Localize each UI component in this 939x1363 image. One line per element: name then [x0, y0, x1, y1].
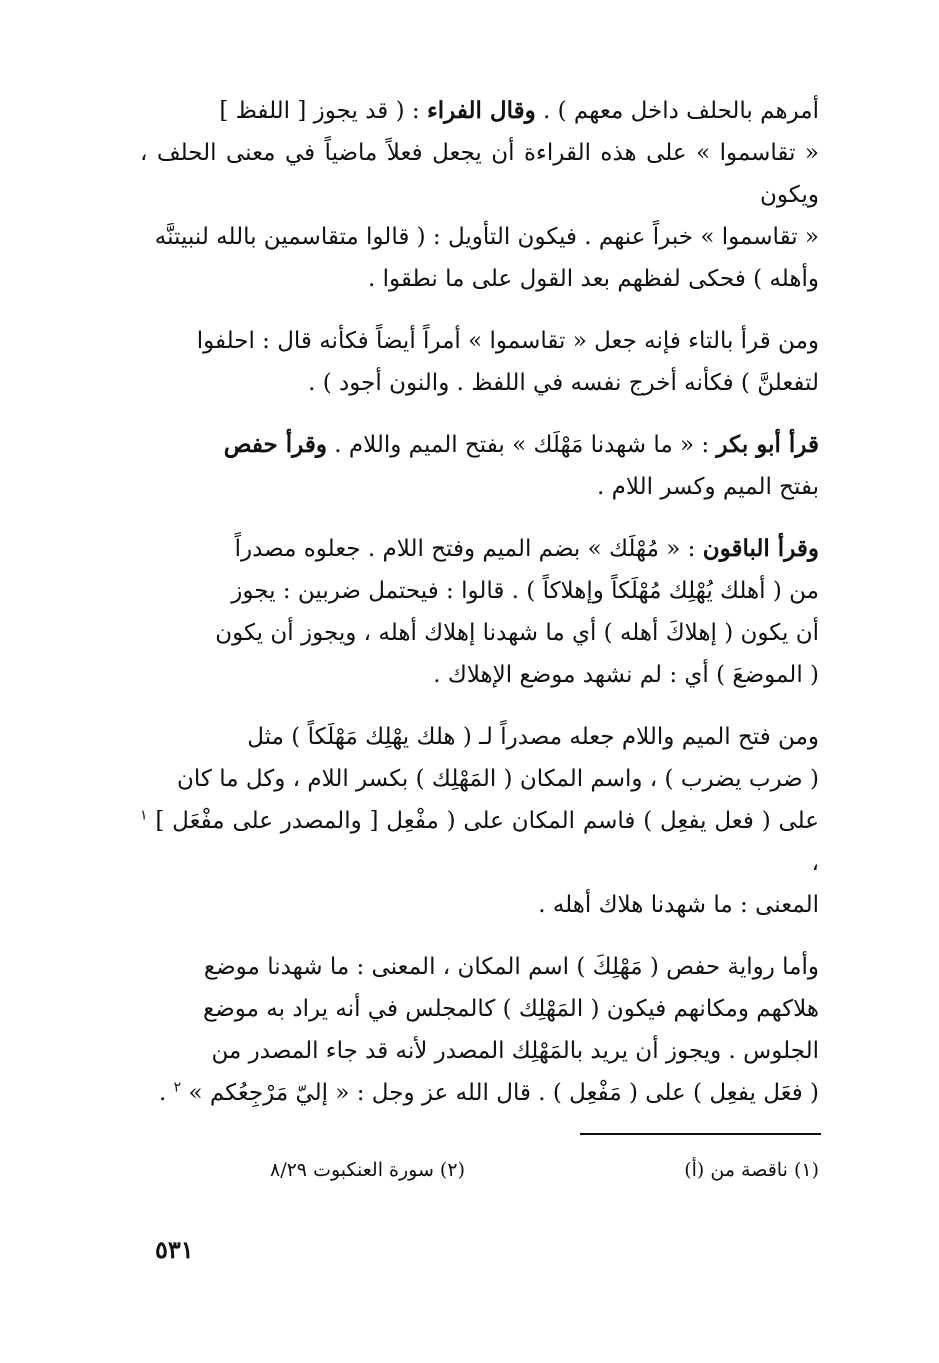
text-line: ( فعَل يفعِل ) على ( مَفْعِل ) . قال الله عز وجل : « إليّ مَرْجِعُكم »: [188, 1080, 819, 1106]
bold-phrase: وقرأ حفص: [223, 431, 327, 458]
paragraph-1: [140, 90, 819, 300]
text-line: وأهله ) فحكى لفظهم بعد القول على ما نطقوا .: [368, 266, 819, 292]
text-line: ومن فتح الميم واللام جعله مصدراً لـ ( هلك يهْلِك مَهْلَكاً ) مثل: [247, 724, 819, 750]
text-line: قرأ أبو بكر : « ما شهدنا مَهْلَك » بفتح الميم واللام . وقرأ حفص: [223, 431, 819, 458]
text-line: المعنى : ما شهدنا هلاك أهله .: [538, 892, 819, 918]
paragraph-2: [140, 320, 819, 404]
text-line: وأما رواية حفص ( مَهْلِكَ ) اسم المكان ، المعنى : ما شهدنا موضع: [203, 954, 819, 980]
footnote-divider: [580, 1133, 821, 1135]
text-line: « تقاسموا » خبراً عنهم . فيكون التأويل : ( قالوا متقاسمين بالله لنبيتنَّه: [154, 224, 819, 250]
paragraph-6: [140, 946, 819, 1114]
footnote-1: [684, 1155, 819, 1185]
footnote-1-marker: (١): [793, 1159, 819, 1181]
footnote-1-text: ناقصة من (أ): [684, 1159, 788, 1181]
text-line: ( ضرب يضرب ) ، واسم المكان ( المَهْلِك ) بكسر اللام ، وكل ما كان: [177, 766, 819, 792]
text-line: ( الموضعَ ) أي : لم نشهد موضع الإهلاك .: [433, 662, 819, 688]
footnotes: [270, 1155, 819, 1185]
text-line: من ( أهلك يُهْلِك مُهْلَكاً وإهلاكاً ) . قالوا : فيحتمل ضربين : يجوز: [231, 578, 819, 604]
footnote-2: [270, 1155, 465, 1185]
text-line: وقرأ الباقون : « مُهْلَك » بضم الميم وفتح اللام . جعلوه مصدراً: [234, 535, 819, 562]
paragraph-3: [140, 424, 819, 508]
bold-phrase: وقال الفراء: [426, 97, 536, 124]
bold-phrase: قرأ أبو بكر: [716, 431, 819, 458]
text-line: بفتح الميم وكسر اللام .: [597, 474, 819, 500]
page-number: ٥٣١: [155, 1235, 194, 1264]
paragraph-4: [140, 528, 819, 696]
text-line: ومن قرأ بالتاء فإنه جعل « تقاسموا » أمراً أيضاً فكأنه قال : احلفوا: [196, 328, 819, 354]
bold-phrase: وقرأ الباقون: [702, 535, 819, 562]
paragraph-5: [140, 716, 819, 926]
text-line: أمرهم بالحلف داخل معهم ) . وقال الفراء : ( قد يجوز [ اللفظ ]: [219, 97, 819, 124]
main-text: [140, 90, 819, 1134]
text-line: هلاكهم ومكانهم فيكون ( المَهْلِك ) كالمجلس في أنه يراد به موضع: [203, 996, 819, 1022]
footnote-2-marker: (٢): [439, 1159, 465, 1181]
footnote-2-text: سورة العنكبوت ٨/٢٩: [270, 1159, 434, 1181]
text-line: على ( فعل يفعِل ) فاسم المكان على ( مفْعِل [ والمصدر على مفْعَل ]: [155, 808, 820, 834]
footnote-marker: ٢: [173, 1079, 182, 1096]
text-line: الجلوس . ويجوز أن يريد بالمَهْلِك المصدر لأنه قد جاء المصدر من: [211, 1038, 819, 1064]
footnote-marker: ١: [140, 807, 148, 824]
text-line: « تقاسموا » على هذه القراءة أن يجعل فعلاً ماضياً في معنى الحلف ، ويكون: [140, 140, 819, 208]
line-tail: .: [158, 1080, 167, 1106]
text-line: أن يكون ( إهلاكَ أهله ) أي ما شهدنا إهلاك أهله ، ويجوز أن يكون: [215, 620, 819, 646]
line-tail: ،: [811, 850, 819, 876]
text-line: لتفعلنَّ ) فكأنه أخرج نفسه في اللفظ . والنون أجود ) .: [308, 370, 819, 396]
